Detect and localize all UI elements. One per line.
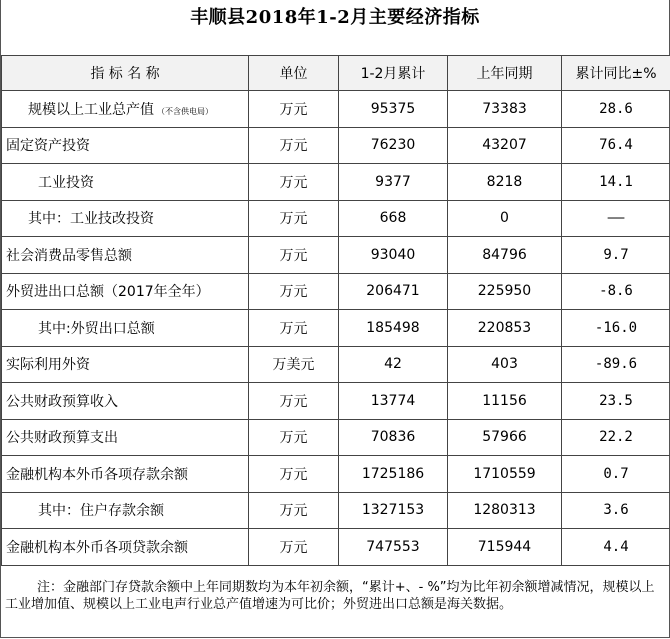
row-prev: 8218 (448, 164, 562, 201)
row-unit: 万元 (249, 492, 339, 529)
row-name: 公共财政预算收入 (2, 383, 249, 420)
row-unit: 万美元 (249, 346, 339, 383)
table-row (2, 346, 670, 383)
header-yoy: 累计同比±% (562, 56, 670, 91)
table-row (2, 127, 670, 164)
table-row (2, 310, 670, 347)
header-prev: 上年同期 (448, 56, 562, 91)
row-ytd: 747553 (339, 529, 448, 566)
row-yoy: 22.2 (562, 419, 670, 456)
row-ytd: 70836 (339, 419, 448, 456)
row-unit: 万元 (249, 237, 339, 274)
row-ytd: 9377 (339, 164, 448, 201)
row-ytd: 95375 (339, 91, 448, 128)
row-yoy: 9.7 (562, 237, 670, 274)
row-yoy: 4.4 (562, 529, 670, 566)
row-unit: 万元 (249, 310, 339, 347)
row-name: 其中:外贸出口总额 (2, 310, 249, 347)
header-unit: 单位 (249, 56, 339, 91)
row-yoy: 23.5 (562, 383, 670, 420)
indicator-table (1, 55, 670, 566)
row-prev: 403 (448, 346, 562, 383)
table-row (2, 419, 670, 456)
row-ytd: 1725186 (339, 456, 448, 493)
row-ytd: 76230 (339, 127, 448, 164)
row-name: 公共财政预算支出 (2, 419, 249, 456)
row-prev: 73383 (448, 91, 562, 128)
row-name: 工业投资 (2, 164, 249, 201)
row-name-note: （不含供电局） (157, 106, 213, 116)
table-row (2, 164, 670, 201)
row-name: 固定资产投资 (2, 127, 249, 164)
row-prev: 1280313 (448, 492, 562, 529)
row-prev: 220853 (448, 310, 562, 347)
header-ytd: 1-2月累计 (339, 56, 448, 91)
row-prev: 84796 (448, 237, 562, 274)
row-yoy: -89.6 (562, 346, 670, 383)
row-unit: 万元 (249, 200, 339, 237)
table-row (2, 237, 670, 274)
row-yoy: 0.7 (562, 456, 670, 493)
table-row (2, 273, 670, 310)
footnote: 注：金融部门存贷款余额中上年同期数均为本年初余额，“累计+、- %”均为比年初余额增减情况，规模以上工业增加值、规模以上工业电声行业总产值增速为可比价；外贸进出口总额是海关数据。 (5, 580, 655, 612)
table-row (2, 456, 670, 493)
row-prev: 0 (448, 200, 562, 237)
row-ytd: 1327153 (339, 492, 448, 529)
row-yoy: 28.6 (562, 91, 670, 128)
row-name: 金融机构本外币各项贷款余额 (2, 529, 249, 566)
row-ytd: 13774 (339, 383, 448, 420)
table-row (2, 200, 670, 237)
row-prev: 1710559 (448, 456, 562, 493)
row-ytd: 42 (339, 346, 448, 383)
row-name: 其中：工业技改投资 (2, 200, 249, 237)
row-prev: 715944 (448, 529, 562, 566)
row-unit: 万元 (249, 383, 339, 420)
row-name: 外贸进出口总额（2017年全年） (2, 273, 249, 310)
row-prev: 225950 (448, 273, 562, 310)
row-ytd: 185498 (339, 310, 448, 347)
row-name: 实际利用外资 (2, 346, 249, 383)
row-unit: 万元 (249, 164, 339, 201)
row-prev: 43207 (448, 127, 562, 164)
row-yoy: -8.6 (562, 273, 670, 310)
report-title: 丰顺县2018年1-2月主要经济指标 (190, 7, 480, 28)
row-ytd: 668 (339, 200, 448, 237)
row-unit: 万元 (249, 127, 339, 164)
row-yoy: —— (562, 200, 670, 237)
row-ytd: 206471 (339, 273, 448, 310)
row-unit: 万元 (249, 91, 339, 128)
table-row (2, 91, 670, 128)
row-unit: 万元 (249, 273, 339, 310)
row-name: 金融机构本外币各项存款余额 (2, 456, 249, 493)
row-yoy: -16.0 (562, 310, 670, 347)
row-yoy: 14.1 (562, 164, 670, 201)
row-unit: 万元 (249, 529, 339, 566)
row-ytd: 93040 (339, 237, 448, 274)
row-name: 其中：住户存款余额 (2, 492, 249, 529)
row-yoy: 3.6 (562, 492, 670, 529)
row-name: 规模以上工业总产值 （不含供电局） (2, 91, 249, 128)
row-name: 社会消费品零售总额 (2, 237, 249, 274)
table-row (2, 529, 670, 566)
row-prev: 11156 (448, 383, 562, 420)
table-header-row (2, 56, 670, 91)
row-unit: 万元 (249, 419, 339, 456)
header-name: 指 标 名 称 (2, 56, 249, 91)
row-prev: 57966 (448, 419, 562, 456)
row-unit: 万元 (249, 456, 339, 493)
row-yoy: 76.4 (562, 127, 670, 164)
table-row (2, 492, 670, 529)
table-row (2, 383, 670, 420)
